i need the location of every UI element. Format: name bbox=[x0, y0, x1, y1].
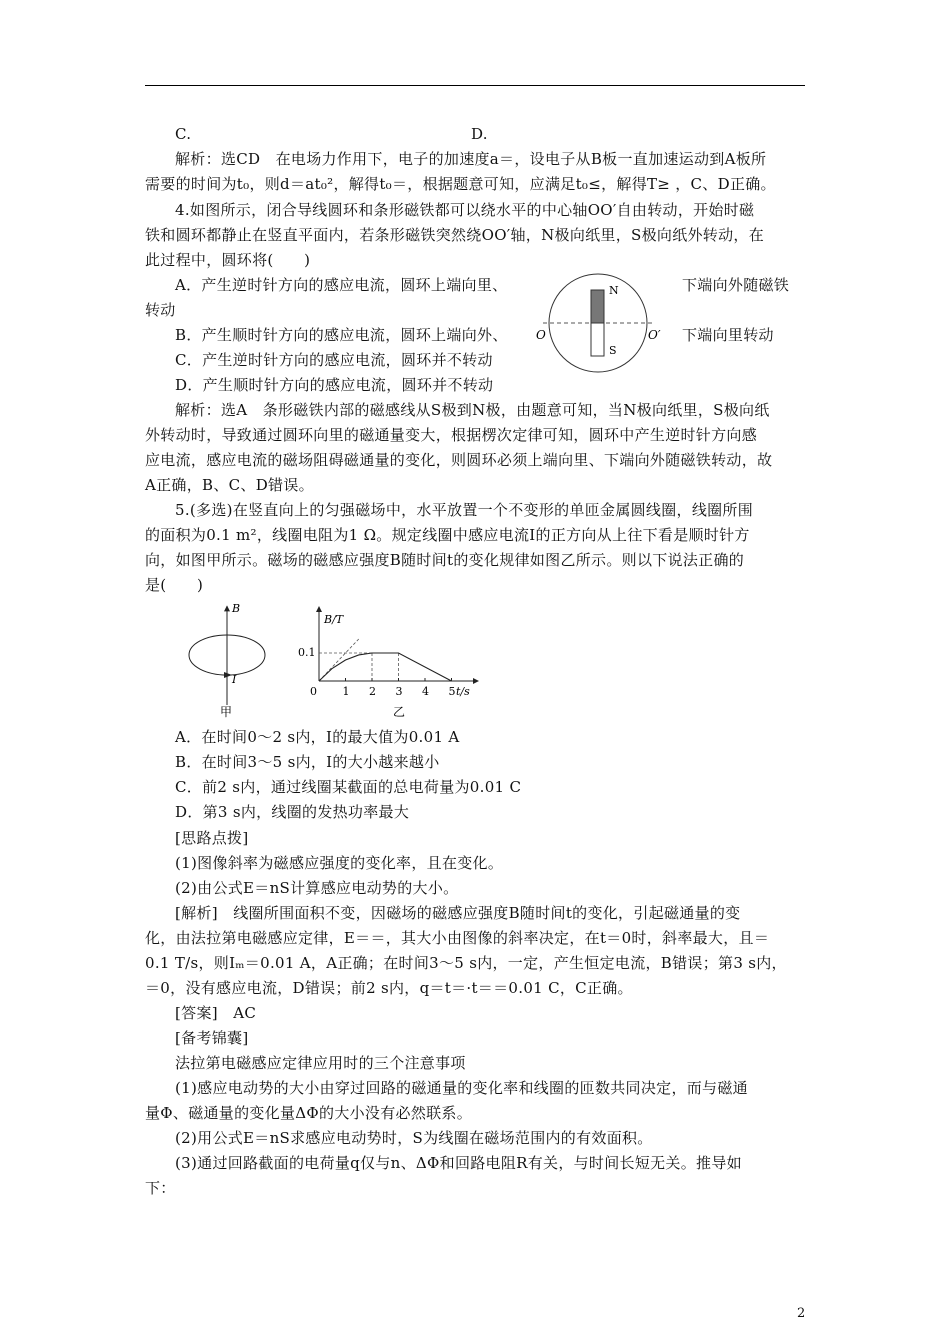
tip-1: (1)感应电动势的大小由穿过回路的磁通量的变化率和线圈的匝数共同决定，而与磁通 bbox=[175, 1079, 748, 1097]
text-line: 下： bbox=[145, 1179, 176, 1197]
x-tick-label: 2 bbox=[369, 685, 376, 698]
y-axis-arrow-icon bbox=[316, 606, 322, 612]
label-i: I bbox=[232, 673, 237, 686]
option-5b: B．在时间3～5 s内，I的大小越来越小 bbox=[175, 753, 440, 771]
label-o: O bbox=[536, 328, 546, 342]
text-line: 铁和圆环都静止在竖直平面内，若条形磁铁突然绕OO′轴，N极向纸里，S极向纸外转动，在 bbox=[145, 226, 765, 244]
text-line: 的面积为0.1 m²，线圈电阻为1 Ω。规定线圈中感应电流I的正方向从上往下看是顺时针方 bbox=[145, 526, 750, 544]
option-5a: A．在时间0～2 s内，I的最大值为0.01 A bbox=[175, 728, 460, 746]
text-line: 需要的时间为t₀，则d＝at₀²，解得t₀＝，根据题意可知，应满足t₀≤，解得T≥ ，C、D正确。 bbox=[145, 175, 776, 193]
option-b-cont: 下端向里转动 bbox=[682, 326, 774, 344]
caption-yi: 乙 bbox=[393, 705, 406, 719]
answer: [答案] AC bbox=[175, 1004, 257, 1022]
text-line: 是( ) bbox=[145, 576, 204, 594]
header-rule bbox=[145, 85, 805, 86]
coil bbox=[189, 635, 265, 675]
x-axis-label: t/s bbox=[456, 685, 470, 698]
figure-jia bbox=[180, 600, 280, 722]
page-number: 2 bbox=[797, 1306, 806, 1321]
label-o-prime: O′ bbox=[648, 328, 661, 342]
figure-yi-chart bbox=[295, 600, 485, 722]
x-tick-label: 0 bbox=[310, 685, 317, 698]
option-d-label: D. bbox=[471, 125, 488, 143]
hint-2: (2)由公式E＝nS计算感应电动势的大小。 bbox=[175, 879, 459, 897]
text-line: 应电流，感应电流的磁场阻碍磁通量的变化，则圆环必须上端向里、下端向外随磁铁转动，故 bbox=[145, 451, 773, 469]
option-a: A．产生逆时针方向的感应电流，圆环上端向里、 bbox=[175, 276, 508, 294]
text-line: 解析：选CD 在电场力作用下，电子的加速度a＝，设电子从B板一直加速运动到A板所 bbox=[175, 150, 767, 168]
analysis-5: [解析] 线圈所围面积不变，因磁场的磁感应强度B随时间t的变化，引起磁通量的变 bbox=[175, 904, 741, 922]
hint-heading: [思路点拨] bbox=[175, 829, 249, 847]
text-line: 向，如图甲所示。磁场的磁感应强度B随时间t的变化规律如图乙所示。则以下说法正确的 bbox=[145, 551, 745, 569]
magnet-s-half bbox=[591, 323, 604, 356]
magnet-n-half bbox=[591, 290, 604, 323]
option-a-cont: 下端向外随磁铁 bbox=[682, 276, 790, 294]
text-line: A正确，B、C、D错误。 bbox=[145, 476, 314, 494]
option-b: B．产生顺时针方向的感应电流，圆环上端向外、 bbox=[175, 326, 508, 344]
label-n: N bbox=[609, 284, 619, 297]
x-tick-label: 4 bbox=[422, 685, 429, 698]
option-5c: C．前2 s内，通过线圈某截面的总电荷量为0.01 C bbox=[175, 778, 522, 796]
option-d: D．产生顺时针方向的感应电流，圆环并不转动 bbox=[175, 376, 494, 394]
y-axis-label: B/T bbox=[324, 613, 344, 626]
text-line: 化，由法拉第电磁感应定律，E＝＝，其大小由图像的斜率决定，在t＝0时，斜率最大，且＝ bbox=[145, 929, 770, 947]
text-line: 此过程中，圆环将( ) bbox=[145, 251, 311, 269]
x-tick-label: 3 bbox=[395, 685, 403, 698]
caption-jia: 甲 bbox=[220, 705, 233, 719]
y-tick-label: 0.1 bbox=[298, 646, 316, 659]
text-line: 外转动时，导致通过圆环向里的磁通量变大，根据楞次定律可知，圆环中产生逆时针方向感 bbox=[145, 426, 758, 444]
text-line: 0.1 T/s，则Iₘ＝0.01 A，A正确；在时间3～5 s内，一定，产生恒定电流，B错误；第3 s内， bbox=[145, 954, 787, 972]
x-tick-label: 5 bbox=[448, 685, 456, 698]
text-line: ＝0，没有感应电流，D错误；前2 s内，q＝t＝·t＝＝0.01 C，C正确。 bbox=[145, 979, 633, 997]
question-4: 4.如图所示，闭合导线圆环和条形磁铁都可以绕水平的中心轴OO′自由转动，开始时磁 bbox=[175, 201, 755, 219]
x-axis-arrow-icon bbox=[473, 678, 479, 684]
text-line: 量Φ、磁通量的变化量ΔΦ的大小没有必然联系。 bbox=[145, 1104, 473, 1122]
label-b: B bbox=[232, 602, 241, 615]
tips-heading: [备考锦囊] bbox=[175, 1029, 249, 1047]
question-5: 5.(多选)在竖直向上的匀强磁场中，水平放置一个不变形的单匝金属圆线圈，线圈所围 bbox=[175, 501, 754, 519]
analysis-4: 解析：选A 条形磁铁内部的磁感线从S极到N极，由题意可知，当N极向纸里，S极向纸 bbox=[175, 401, 770, 419]
b-curve bbox=[319, 653, 452, 681]
text-line: 转动 bbox=[145, 301, 176, 319]
option-c-label: C. bbox=[175, 125, 192, 143]
option-c: C．产生逆时针方向的感应电流，圆环并不转动 bbox=[175, 351, 493, 369]
magnet-ring-figure bbox=[533, 268, 678, 378]
tips-title: 法拉第电磁感应定律应用时的三个注意事项 bbox=[175, 1054, 466, 1072]
label-s: S bbox=[609, 344, 617, 357]
tip-2: (2)用公式E＝nS求感应电动势时，S为线圈在磁场范围内的有效面积。 bbox=[175, 1129, 653, 1147]
option-5d: D．第3 s内，线圈的发热功率最大 bbox=[175, 803, 410, 821]
x-tick-label: 1 bbox=[342, 685, 350, 698]
tip-3: (3)通过回路截面的电荷量q仅与n、ΔΦ和回路电阻R有关，与时间长短无关。推导如 bbox=[175, 1154, 742, 1172]
hint-1: (1)图像斜率为磁感应强度的变化率，且在变化。 bbox=[175, 854, 504, 872]
